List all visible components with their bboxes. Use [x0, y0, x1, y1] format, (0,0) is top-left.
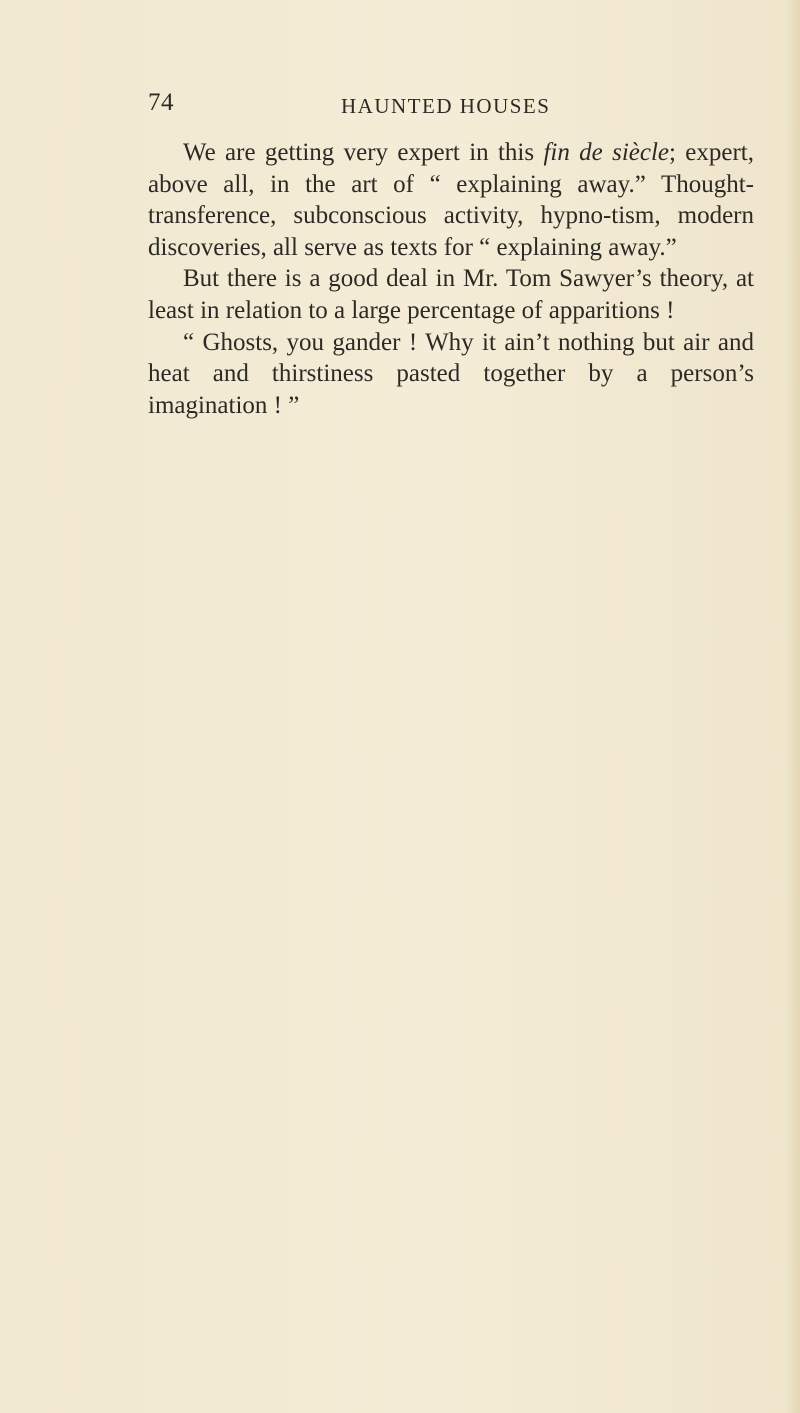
page-number: 74	[148, 89, 174, 116]
paragraph-2: But there is a good deal in Mr. Tom Sawyer’s theory, at least in relation to a large percentage of apparitions !	[148, 265, 754, 324]
paragraph-1-start: We are getting very expert in this	[183, 139, 544, 166]
body-text	[148, 137, 754, 421]
paragraph-1-rest: ; expert, above all, in the art of “ explaining away.” Thought-transference, subconscious activity, hypno-tism, modern discoveries, all serve as texts for “ explaining away.”	[148, 139, 755, 261]
paragraph-3: “ Ghosts, you gander ! Why it ain’t nothing but air and heat and thirstiness pasted together by a person’s imagination ! ”	[148, 328, 754, 419]
paragraph-1	[148, 137, 754, 263]
page-edge-shadow	[786, 0, 800, 1413]
paragraph-1-italic-phrase: fin de siècle	[543, 139, 670, 166]
running-head	[0, 88, 800, 118]
running-title: HAUNTED HOUSES	[341, 94, 551, 118]
